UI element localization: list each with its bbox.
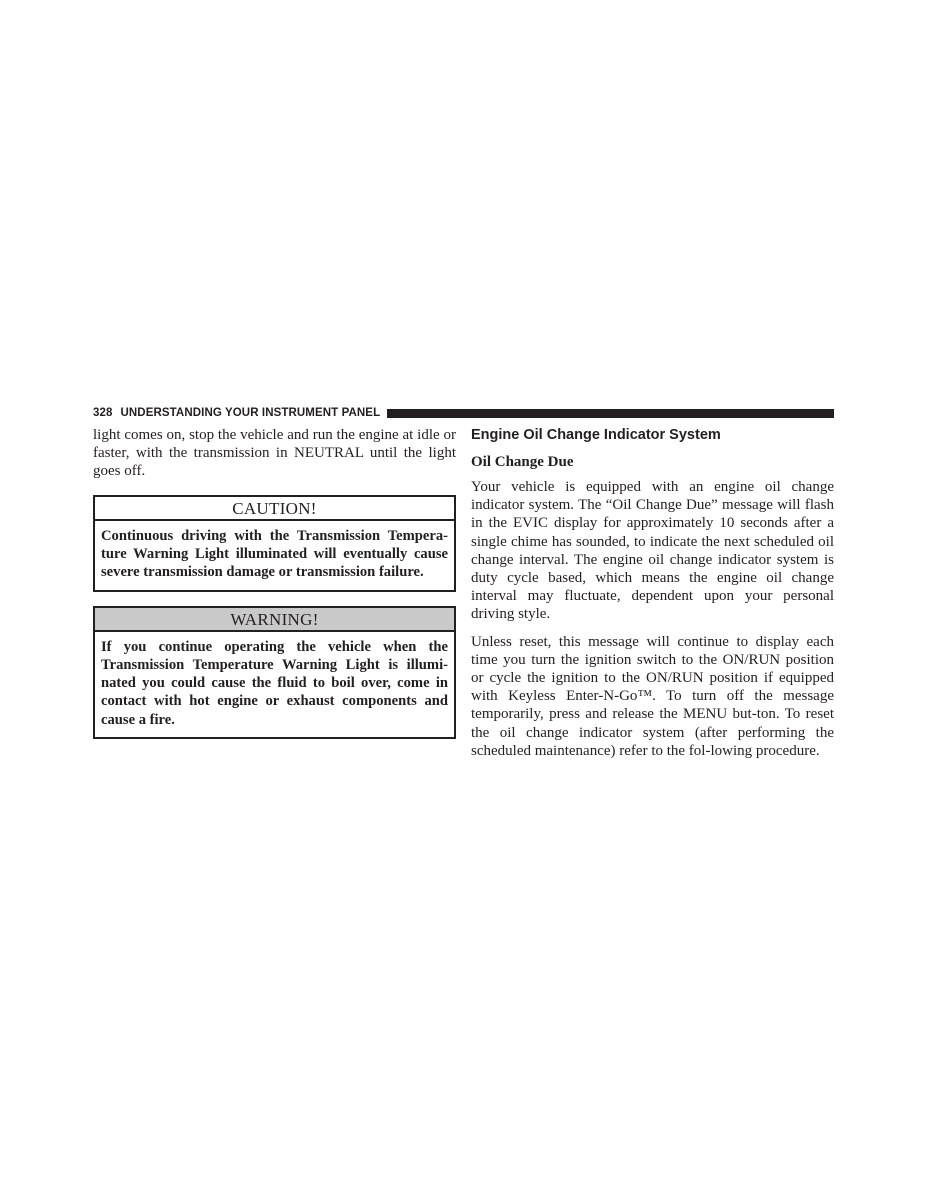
warning-title: WARNING! xyxy=(95,608,454,632)
caution-text: Continuous driving with the Transmission Tempera-ture Warning Light illuminated will eventually cause severe transmission damage or transmission failure. xyxy=(101,527,448,581)
body-paragraph-2: Unless reset, this message will continue to display each time you turn the ignition switch to the ON/RUN position or cycle the ignition to the ON/RUN position if equipped with Keyless Enter-N-Go™. To turn off the message temporarily, press and release the MENU but-ton. To reset the oil change indicator system (after performing the scheduled maintenance) refer to the fol-lowing procedure. xyxy=(471,633,834,759)
header-text xyxy=(93,407,380,419)
intro-paragraph: light comes on, stop the vehicle and run the engine at idle or faster, with the transmission in NEUTRAL until the light goes off. xyxy=(93,427,456,480)
page-number: 328 xyxy=(93,407,113,419)
page-header xyxy=(93,405,834,421)
right-column xyxy=(471,426,834,760)
header-rule xyxy=(387,409,834,418)
left-column xyxy=(93,426,456,739)
warning-text: If you continue operating the vehicle when the Transmission Temperature Warning Light is illumi-nated you could cause the fluid to boil over, come in contact with hot engine or exhaust components and cause a fire. xyxy=(101,638,448,728)
section-heading: Engine Oil Change Indicator System xyxy=(471,427,721,443)
warning-box xyxy=(93,606,456,739)
caution-title: CAUTION! xyxy=(95,497,454,521)
section-title: UNDERSTANDING YOUR INSTRUMENT PANEL xyxy=(120,407,381,419)
sub-heading: Oil Change Due xyxy=(471,454,574,470)
body-paragraph-1: Your vehicle is equipped with an engine oil change indicator system. The “Oil Change Due” message will flash in the EVIC display for approximately 10 seconds after a single chime has sounded, to indicate the next scheduled oil change interval. The engine oil change indicator system is duty cycle based, which means the engine oil change interval may fluctuate, dependent upon your personal driving style. xyxy=(471,479,834,623)
caution-box xyxy=(93,495,456,592)
